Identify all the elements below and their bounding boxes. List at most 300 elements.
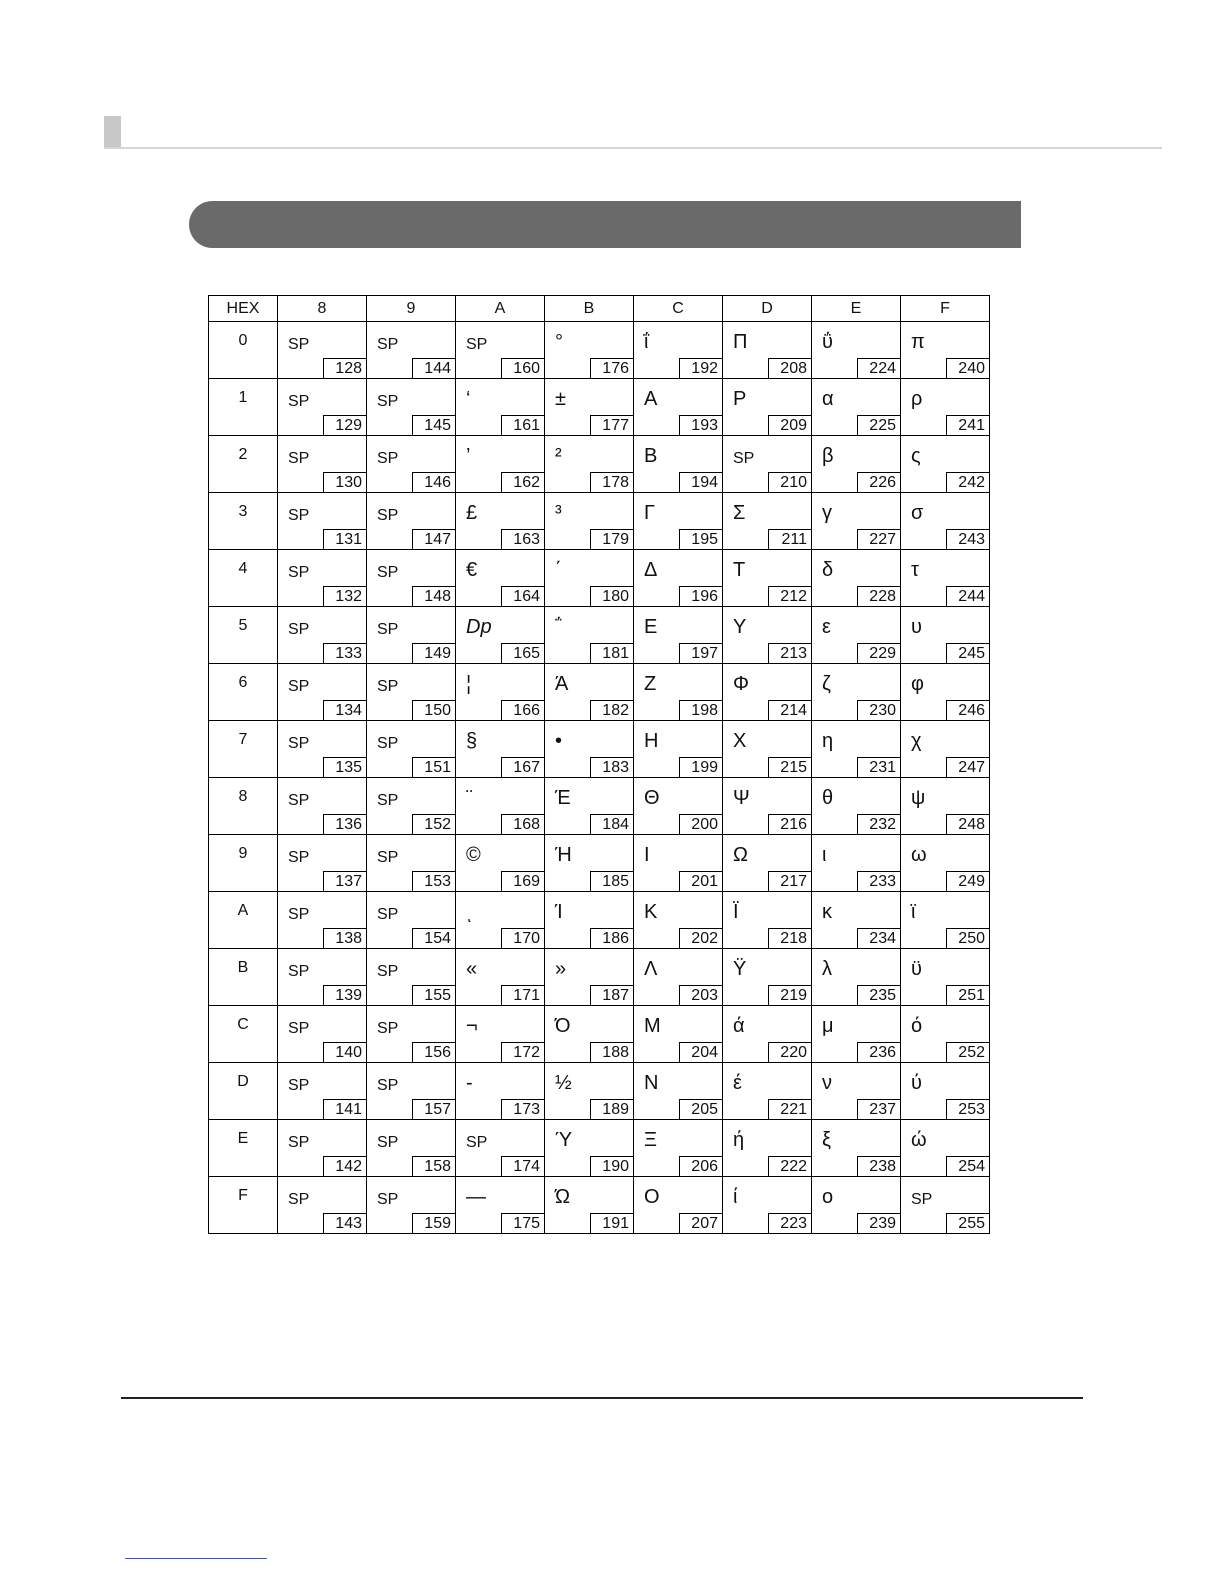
cell-character: SP bbox=[377, 963, 399, 980]
cell-character: • bbox=[555, 730, 563, 752]
cell-character: ¦ bbox=[466, 673, 472, 695]
cell-code: 207 bbox=[679, 1213, 722, 1233]
cell-character: Κ bbox=[644, 901, 658, 923]
cell-code: 142 bbox=[323, 1156, 366, 1176]
table-row bbox=[209, 607, 990, 664]
table-row bbox=[209, 664, 990, 721]
cell-character: ε bbox=[822, 616, 831, 638]
table-cell bbox=[723, 607, 812, 664]
cell-code: 214 bbox=[768, 700, 811, 720]
cell-code: 213 bbox=[768, 643, 811, 663]
table-cell bbox=[634, 436, 723, 493]
table-cell bbox=[456, 664, 545, 721]
row-header-label: D bbox=[237, 1073, 249, 1090]
cell-code: 181 bbox=[590, 643, 633, 663]
cell-code: 226 bbox=[857, 472, 900, 492]
table-row bbox=[209, 493, 990, 550]
table-row bbox=[209, 436, 990, 493]
column-header: 9 bbox=[367, 296, 456, 322]
table-row bbox=[209, 721, 990, 778]
table-row bbox=[209, 892, 990, 949]
cell-character: SP bbox=[377, 849, 399, 866]
table-cell bbox=[456, 1120, 545, 1177]
cell-character: Ή bbox=[555, 844, 572, 866]
table-cell bbox=[901, 379, 990, 436]
cell-character: SP bbox=[377, 1134, 399, 1151]
cell-character: ° bbox=[555, 331, 563, 353]
cell-code: 128 bbox=[323, 358, 366, 378]
table-cell bbox=[812, 379, 901, 436]
cell-character: SP bbox=[288, 1134, 310, 1151]
cell-character: ΰ bbox=[822, 331, 833, 353]
cell-code: 189 bbox=[590, 1099, 633, 1119]
cell-character: έ bbox=[733, 1072, 742, 1094]
cell-code: 210 bbox=[768, 472, 811, 492]
table-cell bbox=[456, 493, 545, 550]
cell-character: α bbox=[822, 388, 834, 410]
cell-character: Γ bbox=[644, 502, 656, 524]
cell-code: 183 bbox=[590, 757, 633, 777]
table-cell bbox=[545, 550, 634, 607]
cell-code: 255 bbox=[946, 1213, 989, 1233]
table-cell bbox=[278, 436, 367, 493]
cell-character: SP bbox=[288, 1077, 310, 1094]
cell-code: 246 bbox=[946, 700, 989, 720]
cell-code: 232 bbox=[857, 814, 900, 834]
table-cell bbox=[278, 607, 367, 664]
cell-character: γ bbox=[822, 502, 832, 524]
table-cell bbox=[812, 493, 901, 550]
column-header: A bbox=[456, 296, 545, 322]
table-cell bbox=[545, 493, 634, 550]
table-cell bbox=[634, 607, 723, 664]
cell-character: SP bbox=[288, 336, 310, 353]
table-cell bbox=[901, 835, 990, 892]
cell-character: ύ bbox=[911, 1072, 922, 1094]
table-header-row bbox=[209, 296, 990, 322]
cell-character: — bbox=[466, 1186, 486, 1208]
cell-code: 182 bbox=[590, 700, 633, 720]
row-header-label: 9 bbox=[238, 845, 248, 862]
cell-character: Ε bbox=[644, 616, 658, 638]
cell-code: 250 bbox=[946, 928, 989, 948]
cell-character: SP bbox=[288, 507, 310, 524]
code-page-table bbox=[208, 295, 990, 1234]
cell-character: SP bbox=[288, 1191, 310, 1208]
cell-code: 148 bbox=[412, 586, 455, 606]
table-row bbox=[209, 550, 990, 607]
table-cell bbox=[278, 835, 367, 892]
cell-character: SP bbox=[377, 906, 399, 923]
table-cell bbox=[545, 607, 634, 664]
table-cell bbox=[812, 1063, 901, 1120]
cell-code: 149 bbox=[412, 643, 455, 663]
table-row bbox=[209, 1120, 990, 1177]
cell-code: 164 bbox=[501, 586, 544, 606]
table-cell bbox=[545, 835, 634, 892]
table-cell bbox=[634, 892, 723, 949]
cell-character: χ bbox=[911, 730, 922, 752]
cell-code: 206 bbox=[679, 1156, 722, 1176]
cell-character: SP bbox=[377, 393, 399, 410]
cell-code: 244 bbox=[946, 586, 989, 606]
table-cell bbox=[278, 550, 367, 607]
cell-character: SP bbox=[288, 678, 310, 695]
table-cell bbox=[367, 1006, 456, 1063]
cell-character: SP bbox=[288, 621, 310, 638]
table-cell bbox=[723, 721, 812, 778]
table-cell bbox=[278, 1177, 367, 1234]
table-cell bbox=[545, 892, 634, 949]
table-row bbox=[209, 322, 990, 379]
cell-code: 205 bbox=[679, 1099, 722, 1119]
table-cell bbox=[367, 436, 456, 493]
cell-code: 186 bbox=[590, 928, 633, 948]
cell-code: 190 bbox=[590, 1156, 633, 1176]
table-cell bbox=[812, 1120, 901, 1177]
cell-character: Θ bbox=[644, 787, 660, 809]
table-cell bbox=[901, 1063, 990, 1120]
cell-code: 252 bbox=[946, 1042, 989, 1062]
cell-character: σ bbox=[911, 502, 924, 524]
row-header bbox=[209, 778, 278, 835]
cell-code: 243 bbox=[946, 529, 989, 549]
cell-code: 136 bbox=[323, 814, 366, 834]
cell-character: SP bbox=[377, 1020, 399, 1037]
cell-code: 196 bbox=[679, 586, 722, 606]
cell-code: 158 bbox=[412, 1156, 455, 1176]
cell-code: 170 bbox=[501, 928, 544, 948]
cell-code: 130 bbox=[323, 472, 366, 492]
cell-character: SP bbox=[288, 1020, 310, 1037]
cell-character: φ bbox=[911, 673, 924, 695]
cell-character: SP bbox=[288, 906, 310, 923]
cell-character: ‘ bbox=[466, 388, 471, 410]
cell-character: ή bbox=[733, 1129, 745, 1151]
cell-character: Ύ bbox=[555, 1129, 573, 1151]
table-cell bbox=[456, 1063, 545, 1120]
cell-code: 176 bbox=[590, 358, 633, 378]
table-cell bbox=[456, 721, 545, 778]
cell-code: 239 bbox=[857, 1213, 900, 1233]
cell-code: 163 bbox=[501, 529, 544, 549]
table-cell bbox=[812, 664, 901, 721]
cell-character: » bbox=[555, 958, 567, 980]
cell-character: Μ bbox=[644, 1015, 661, 1037]
cell-character: SP bbox=[377, 450, 399, 467]
row-header bbox=[209, 322, 278, 379]
cell-character: ώ bbox=[911, 1129, 927, 1151]
column-header: D bbox=[723, 296, 812, 322]
cell-character: Ι bbox=[644, 844, 650, 866]
cell-code: 131 bbox=[323, 529, 366, 549]
cell-code: 245 bbox=[946, 643, 989, 663]
cell-character: Σ bbox=[733, 502, 746, 524]
row-header bbox=[209, 379, 278, 436]
cell-code: 198 bbox=[679, 700, 722, 720]
table-cell bbox=[545, 664, 634, 721]
table-cell bbox=[545, 721, 634, 778]
cell-code: 167 bbox=[501, 757, 544, 777]
table-cell bbox=[812, 892, 901, 949]
table-cell bbox=[278, 1063, 367, 1120]
cell-character: ς bbox=[911, 445, 921, 467]
cell-code: 129 bbox=[323, 415, 366, 435]
table-cell bbox=[723, 1063, 812, 1120]
table-cell bbox=[367, 949, 456, 1006]
table-cell bbox=[545, 1177, 634, 1234]
cell-character: Δ bbox=[644, 559, 658, 581]
table-cell bbox=[634, 664, 723, 721]
table-cell bbox=[278, 1120, 367, 1177]
cell-character: Ρ bbox=[733, 388, 747, 410]
table-row bbox=[209, 835, 990, 892]
row-header bbox=[209, 1177, 278, 1234]
cell-code: 248 bbox=[946, 814, 989, 834]
table-cell bbox=[278, 949, 367, 1006]
row-header-label: 1 bbox=[238, 389, 248, 406]
table-cell bbox=[812, 322, 901, 379]
table-cell bbox=[812, 436, 901, 493]
cell-character: © bbox=[466, 844, 481, 866]
row-header-label: F bbox=[238, 1187, 248, 1204]
table-cell bbox=[367, 379, 456, 436]
cell-code: 143 bbox=[323, 1213, 366, 1233]
table-cell bbox=[723, 1120, 812, 1177]
cell-character: « bbox=[466, 958, 478, 980]
cell-character: θ bbox=[822, 787, 834, 809]
table-cell bbox=[901, 322, 990, 379]
cell-code: 135 bbox=[323, 757, 366, 777]
row-header-label: A bbox=[237, 902, 249, 919]
cell-character: ρ bbox=[911, 388, 923, 410]
column-header: C bbox=[634, 296, 723, 322]
cell-code: 192 bbox=[679, 358, 722, 378]
footer-link[interactable] bbox=[125, 1558, 267, 1559]
cell-character: Ζ bbox=[644, 673, 657, 695]
cell-character: - bbox=[466, 1072, 473, 1094]
table-cell bbox=[456, 835, 545, 892]
row-header-label: C bbox=[237, 1016, 249, 1033]
cell-code: 144 bbox=[412, 358, 455, 378]
cell-code: 165 bbox=[501, 643, 544, 663]
row-header bbox=[209, 436, 278, 493]
cell-character: ι bbox=[822, 844, 827, 866]
cell-code: 249 bbox=[946, 871, 989, 891]
cell-character: ξ bbox=[822, 1129, 831, 1151]
cell-code: 138 bbox=[323, 928, 366, 948]
cell-code: 204 bbox=[679, 1042, 722, 1062]
cell-character: Ξ bbox=[644, 1129, 657, 1151]
cell-character: ± bbox=[555, 388, 566, 410]
cell-code: 219 bbox=[768, 985, 811, 1005]
table-cell bbox=[901, 664, 990, 721]
cell-code: 147 bbox=[412, 529, 455, 549]
cell-code: 195 bbox=[679, 529, 722, 549]
cell-character: € bbox=[466, 559, 478, 581]
cell-code: 200 bbox=[679, 814, 722, 834]
table-cell bbox=[812, 835, 901, 892]
table-cell bbox=[901, 1120, 990, 1177]
table-cell bbox=[634, 493, 723, 550]
cell-character: Λ bbox=[644, 958, 658, 980]
cell-character: ί bbox=[733, 1186, 738, 1208]
cell-code: 224 bbox=[857, 358, 900, 378]
cell-character: SP bbox=[377, 1077, 399, 1094]
cell-character: Α bbox=[644, 388, 658, 410]
cell-character: § bbox=[466, 730, 478, 752]
table-cell bbox=[278, 322, 367, 379]
row-header bbox=[209, 493, 278, 550]
cell-code: 194 bbox=[679, 472, 722, 492]
cell-character: Ϋ bbox=[733, 958, 747, 980]
table-row bbox=[209, 1006, 990, 1063]
cell-code: 217 bbox=[768, 871, 811, 891]
cell-code: 221 bbox=[768, 1099, 811, 1119]
column-header: B bbox=[545, 296, 634, 322]
cell-character: SP bbox=[377, 336, 399, 353]
table-cell bbox=[456, 892, 545, 949]
cell-code: 140 bbox=[323, 1042, 366, 1062]
table-cell bbox=[634, 1006, 723, 1063]
cell-character: λ bbox=[822, 958, 832, 980]
table-cell bbox=[723, 1006, 812, 1063]
cell-code: 231 bbox=[857, 757, 900, 777]
table-cell bbox=[901, 550, 990, 607]
cell-code: 228 bbox=[857, 586, 900, 606]
cell-character: υ bbox=[911, 616, 922, 638]
table-cell bbox=[634, 721, 723, 778]
cell-code: 141 bbox=[323, 1099, 366, 1119]
cell-code: 133 bbox=[323, 643, 366, 663]
cell-code: 218 bbox=[768, 928, 811, 948]
table-cell bbox=[634, 1177, 723, 1234]
cell-character: Ϊ bbox=[733, 901, 739, 923]
table-cell bbox=[901, 721, 990, 778]
cell-character: Έ bbox=[555, 787, 571, 809]
cell-character: ω bbox=[911, 844, 927, 866]
row-header bbox=[209, 1006, 278, 1063]
cell-character: ͺ bbox=[466, 901, 473, 923]
cell-code: 240 bbox=[946, 358, 989, 378]
footer-divider bbox=[121, 1397, 1083, 1399]
table-cell bbox=[367, 721, 456, 778]
cell-code: 152 bbox=[412, 814, 455, 834]
row-header-label: E bbox=[237, 1130, 249, 1147]
table-cell bbox=[367, 1063, 456, 1120]
table-cell bbox=[812, 550, 901, 607]
row-header bbox=[209, 1120, 278, 1177]
table-cell bbox=[456, 1006, 545, 1063]
cell-character: Ν bbox=[644, 1072, 659, 1094]
cell-code: 254 bbox=[946, 1156, 989, 1176]
table-cell bbox=[634, 379, 723, 436]
table-row bbox=[209, 379, 990, 436]
table-cell bbox=[367, 322, 456, 379]
cell-character: π bbox=[911, 331, 925, 353]
cell-code: 153 bbox=[412, 871, 455, 891]
table-cell bbox=[723, 322, 812, 379]
row-header bbox=[209, 607, 278, 664]
table-cell bbox=[367, 607, 456, 664]
cell-code: 236 bbox=[857, 1042, 900, 1062]
table-cell bbox=[723, 949, 812, 1006]
cell-code: 178 bbox=[590, 472, 633, 492]
cell-character: SP bbox=[288, 393, 310, 410]
cell-code: 215 bbox=[768, 757, 811, 777]
cell-character: η bbox=[822, 730, 834, 752]
cell-code: 137 bbox=[323, 871, 366, 891]
table-cell bbox=[367, 1120, 456, 1177]
table-cell bbox=[545, 1006, 634, 1063]
cell-code: 199 bbox=[679, 757, 722, 777]
cell-character: Ό bbox=[555, 1015, 571, 1037]
cell-character: SP bbox=[377, 735, 399, 752]
table-cell bbox=[278, 379, 367, 436]
cell-code: 175 bbox=[501, 1213, 544, 1233]
cell-code: 208 bbox=[768, 358, 811, 378]
cell-code: 227 bbox=[857, 529, 900, 549]
table-cell bbox=[367, 1177, 456, 1234]
table-cell bbox=[545, 322, 634, 379]
row-header-label: 2 bbox=[238, 446, 248, 463]
table-cell bbox=[634, 1120, 723, 1177]
cell-code: 168 bbox=[501, 814, 544, 834]
cell-character: Τ bbox=[733, 559, 746, 581]
cell-character: ½ bbox=[555, 1072, 572, 1094]
cell-code: 251 bbox=[946, 985, 989, 1005]
cell-character: SP bbox=[288, 450, 310, 467]
table-cell bbox=[278, 892, 367, 949]
cell-code: 201 bbox=[679, 871, 722, 891]
cell-character: Ψ bbox=[733, 787, 750, 809]
hex-header: HEX bbox=[209, 296, 278, 322]
cell-code: 187 bbox=[590, 985, 633, 1005]
cell-character: ϊ bbox=[911, 901, 916, 923]
table-cell bbox=[812, 949, 901, 1006]
cell-code: 162 bbox=[501, 472, 544, 492]
cell-character: SP bbox=[288, 735, 310, 752]
cell-code: 174 bbox=[501, 1156, 544, 1176]
cell-character: μ bbox=[822, 1015, 834, 1037]
cell-character: ψ bbox=[911, 787, 926, 809]
table-cell bbox=[278, 721, 367, 778]
cell-code: 173 bbox=[501, 1099, 544, 1119]
cell-code: 220 bbox=[768, 1042, 811, 1062]
cell-character: Π bbox=[733, 331, 748, 353]
cell-character: Ω bbox=[733, 844, 748, 866]
cell-character: SP bbox=[466, 1134, 488, 1151]
table-cell bbox=[723, 664, 812, 721]
cell-character: ζ bbox=[822, 673, 831, 695]
cell-character: SP bbox=[911, 1191, 933, 1208]
column-header: F bbox=[901, 296, 990, 322]
cell-character: ϋ bbox=[911, 958, 922, 980]
cell-code: 154 bbox=[412, 928, 455, 948]
cell-character: ΅ bbox=[555, 616, 562, 638]
cell-code: 184 bbox=[590, 814, 633, 834]
cell-code: 155 bbox=[412, 985, 455, 1005]
cell-code: 212 bbox=[768, 586, 811, 606]
cell-character: SP bbox=[288, 849, 310, 866]
cell-code: 151 bbox=[412, 757, 455, 777]
table-cell bbox=[901, 949, 990, 1006]
cell-code: 146 bbox=[412, 472, 455, 492]
cell-character: SP bbox=[288, 792, 310, 809]
cell-character: ά bbox=[733, 1015, 745, 1037]
cell-code: 209 bbox=[768, 415, 811, 435]
cell-code: 241 bbox=[946, 415, 989, 435]
